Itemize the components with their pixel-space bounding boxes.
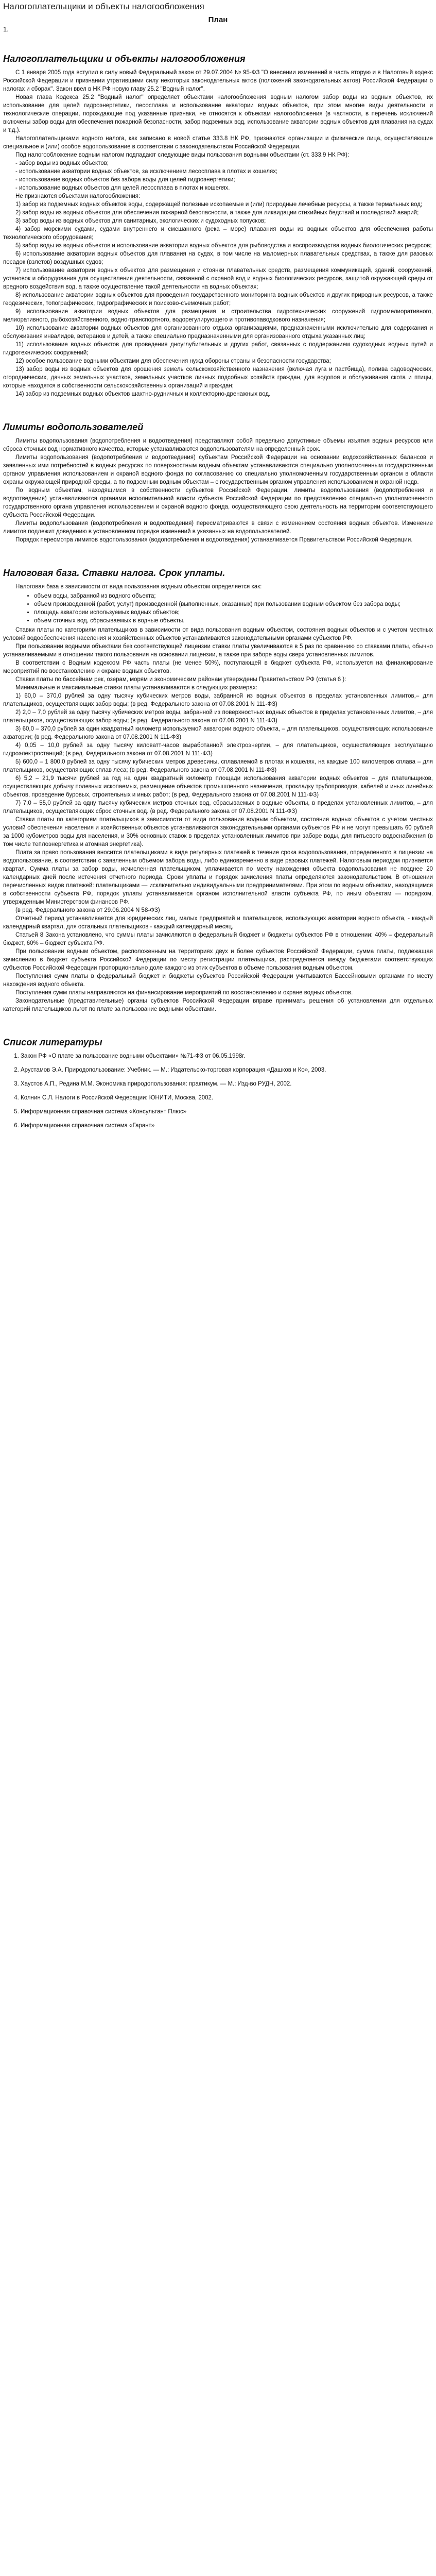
paragraph: Лимиты водопользования (водопотребления и водоотведения) пересматриваются в связи с изменением состояния водных объектов. Изменение лимитов подлежит доведению в установленном порядке изменений в указанных на водопользователей. (3, 520, 433, 535)
paragraph: По водным объектам, находящимся в собственности субъектов Российской Федерации, лимиты водопользования (водопотребления и водоотведения) устанавливаются органами исполнительной власти субъекта Российской Федерации по представлению специально уполномоченного государственного органа управления использованием и охраной водного фонда, осуществляющего свою деятельность на территории соответствующего субъекта Российской Федерации. (3, 487, 433, 518)
document-title: Налогоплательщики и объекты налогообложения (3, 2, 204, 11)
paragraph: Лимиты водопользования (водопотребления и водоотведения) субъектам Российской Федерации на основании водохозяйственных балансов и заявленных ими потребностей в водных ресурсах по поверхностным водным объектам устанавливаются специально уполномоченным государственным органом управления использованием и охраной водного фонда по согласованию со специально уполномоченным государственным органом в области охраны окружающей природной среды, а по подземным водным объектам – с государственным органом управления использованием и охраной недр. (3, 454, 433, 485)
literature-item: 3. Хаустов А.П., Редина М.М. Экономика природопользования: практикум. — М.: Изд-во РУДН, 2002. (21, 1080, 433, 1089)
paragraph: При пользовании водным объектом, расположенным на территориях двух и более субъектов Российской Федерации, сумма платы, подлежащая зачислению в бюджет субъекта Российской Федерации по месту регистрации плательщика, распределяется между бюджетами соответствующих субъектов Российской Федерации пропорционально доле каждого из этих субъектов в объеме пользования водным объектом. (3, 948, 433, 971)
paragraph: 14) забор из подземных водных объектов шахтно-рудничных и коллекторно-дренажных вод. (15, 391, 271, 397)
paragraph: Поступления сумм платы направляются на финансирование мероприятий по восстановлению и охране водных объектов. (15, 990, 353, 996)
paragraph: Налогоплательщиками водного налога, как записано в новой статье 333.8 НК РФ, признаются организации и физические лица, осуществляющие специальное и (или) особое водопользование в соответствии с законодательством Российской Федерации. (3, 135, 433, 150)
literature-item: 1. Закон РФ «О плате за пользование водными объектами» №71-ФЗ от 06.05.1998г. (21, 1052, 433, 1061)
paragraph: Законодательные (представительные) органы субъектов Российской Федерации вправе принимать решения об установлении для отдельных категорий плательщиков льгот по плате за пользование водными объектами. (3, 998, 433, 1012)
paragraph: При пользовании водными объектами без соответствующей лицензии ставки платы увеличиваются в 5 раз по сравнению со ставками платы, обычно устанавливаемыми в отношении такого пользования на основании лицензии, а также при заборе воды сверх установленных лимитов. (3, 643, 433, 658)
section-heading-taxpayers: Налогоплательщики и объекты налогообложения (3, 54, 246, 64)
paragraph: 4) 0,05 – 10,0 рублей за одну тысячу киловатт-часов выработанной электроэнергии, – для плательщиков, осуществляющих эксплуатацию гидроэлектростанций; (в ред. Федерального закона от 07.08.2001 N 111-ФЗ) (3, 742, 433, 757)
paragraph: - использование водных объектов без забора воды для целей гидроэнергетики; (15, 177, 235, 183)
plan-heading: План (208, 15, 228, 24)
section-heading-literature: Список литературы (3, 1037, 102, 1047)
paragraph: Налоговая база в зависимости от вида пользования водным объектом определяется как: (15, 584, 262, 590)
paragraph: 3) забор воды из водных объектов для санитарных, экологических и судоходных попусков; (15, 218, 266, 224)
paragraph: Не признаются объектами налогообложения: (15, 193, 141, 199)
paragraph: 7) 7,0 – 55,0 рублей за одну тысячу кубических метров сточных вод, сбрасываемых в водные объекты, в пределах установленных лимитов, – для плательщиков, осуществляющих сброс сточных вод. (в ред. Федерального закона от 07.08.2001 N 111-ФЗ) (3, 800, 433, 815)
paragraph: 1) забор из подземных водных объектов воды, содержащей полезные ископаемые и (или) природные лечебные ресурсы, а также термальных вод; (15, 201, 423, 208)
paragraph: (в ред. Федерального закона от 29.06.2004 N 58-ФЗ) (15, 907, 160, 913)
paragraph: 3) 60,0 – 370,0 рублей за один квадратный километр используемой акватории водного объекта, – для плательщиков, осуществляющих использование акватории; (в ред. Федерального закона от 07.08.2001 N 111-ФЗ) (3, 726, 433, 740)
paragraph: В соответствии с Водным кодексом РФ часть платы (не менее 50%), поступающей в бюджет субъекта РФ, используется на финансирование мероприятий по восстановлению и охране водных объектов. (3, 660, 433, 674)
section-body-limits (3, 437, 433, 544)
paragraph: 5) забор воды из водных объектов и использование акватории водных объектов для рыбоводства и воспроизводства водных биологических ресурсов; (15, 243, 432, 249)
paragraph: 10) использование акватории водных объектов для организованного отдыха организациями, предназначенными исключительно для содержания и обслуживания инвалидов, ветеранов и детей, а также специально предназначенными для организованного отдыха указанных лиц; (3, 325, 433, 340)
paragraph: Отчетный период устанавливается для юридических лиц, малых предприятий и плательщиков, использующих акватории водного объекта, - каждый календарный квартал, для остальных плательщиков - каждый календарный месяц. (3, 916, 433, 930)
paragraph: 1) 60,0 – 370,0 рублей за одну тысячу кубических метров воды, забранной из водных объектов в пределах установленных лимитов,– для плательщиков, осуществляющих забор воды; (в ред. Федерального закона от 07.08.2001 N 111-ФЗ) (3, 693, 433, 707)
section-heading-tax-base: Налоговая база. Ставки налога. Срок уплаты. (3, 568, 225, 578)
paragraph: - использование водных объектов для целей лесосплава в плотах и кошелях. (15, 185, 230, 191)
section-heading-limits: Лимиты водопользователей (3, 422, 144, 432)
paragraph: Ставки платы по бассейнам рек, озерам, морям и экономическим районам утверждены Правительством РФ (статья 6 ): (15, 676, 346, 683)
literature-item: 2. Арустамов Э.А. Природопользование: Учебник. — М.: Издательско-торговая корпорация «Дашков и Ко», 2003. (21, 1066, 433, 1075)
tax-base-bullet-list (15, 592, 433, 625)
paragraph: 7) использование акватории водных объектов для размещения и стоянки плавательных средств, размещения коммуникаций, зданий, сооружений, установок и оборудования для осуществления деятельности, связанной с охраной вод и водных биологических ресурсов, защитой окружающей среды от вредного воздействия вод, а также осуществление такой деятельности на водных объектах; (3, 267, 433, 290)
paragraph: 5) 600,0 – 1 800,0 рублей за одну тысячу кубических метров древесины, сплавляемой в плотах и кошелях, на каждые 100 километров сплава – для плательщиков, осуществляющих сплав леса; (в ред. Федерального закона от 07.08.2001 N 111-ФЗ) (3, 759, 433, 773)
paragraph: 9) использование акватории водных объектов для размещения и строительства гидротехнических сооружений гидромелиоративного, мелиоративного, рыбохозяйственного, водно-транспортного, водорегулирующего и противопаводкового назначения; (3, 309, 433, 323)
paragraph: Статьей 8 Закона установлено, что суммы платы зачисляются в федеральный бюджет и бюджеты субъектов РФ в отношении: 40% – федеральный бюджет, 60% – бюджет субъекта РФ. (3, 932, 433, 946)
plan-item: 1. (3, 25, 9, 33)
literature-item: 5. Информационная справочная система «Консультант Плюс» (21, 1108, 433, 1116)
paragraph: 2) 2,0 – 7,0 рублей за одну тысячу кубических метров воды, забранной из поверхностных водных объектов в пределах установленных лимитов, – для плательщиков, осуществляющих забор воды; (в ред. Федерального закона от 07.08.2001 N 111-ФЗ) (3, 709, 433, 724)
paragraph: Лимиты водопользования (водопотребления и водоотведения) представляют собой предельно допустимые объемы изъятия водных ресурсов или сброса сточных вод нормативного качества, которые устанавливаются водопользователям на определенный срок. (3, 438, 433, 452)
paragraph: Новая глава Кодекса 25.2 "Водный налог" определяет объектами налогообложения водным налогом забор воды из водных объектов, их использование для целей гидроэнергетики, лесосплава и использование акватории водных объектов, при этом многие виды деятельности и технологические операции, порождающие под указанные признаки, не относятся к объектам налогообложения (в частности, в перечень исключений включены забор воды для обеспечения пожарной безопасности, забор подземных вод, использование акватории водных объектов для плавания на судах и т.д.). (3, 94, 433, 133)
paragraph: 8) использование акватории водных объектов для проведения государственного мониторинга водных объектов и других природных ресурсов, а также геодезических, топографических, гидрографических и поисково-съемочных работ; (3, 292, 433, 307)
paragraph: 6) 5,2 – 21,9 тысячи рублей за год на один квадратный километр площади использования акватории водных объектов – для плательщиков, осуществляющих добычу полезных ископаемых, размещение объектов промышленного назначения, прокладку трубопроводов, кабелей и иных линейных объектов, проведение буровых, строительных и иных работ; (в ред. Федерального закона от 07.08.2001 N 111-ФЗ) (3, 775, 433, 798)
paragraph: Под налогообложение водным налогом подпадают следующие виды пользования водными объектами (ст. 333.9 НК РФ): (15, 152, 350, 158)
paragraph: Ставки платы по категориям плательщиков в зависимости от вида пользования водным объектом, состояния водных объектов с учетом местных условий обеспечения населения и хозяйственных объектов устанавливаются законодательными органами субъектов РФ и не могут превышать 60 рублей за 1000 кубометров воды для населения, и 30% основных ставок в пределах установленных лимитов при заборе воды, для питьевого водоснабжения (в том числе теплоэнергетика и атомная энергетика). (3, 817, 433, 848)
paragraph: Поступления сумм платы в федеральный бюджет и бюджеты субъектов Российской Федерации учитываются Бассейновыми органами по месту нахождения водного объекта. (3, 973, 433, 988)
list-item: • объем произведенной (работ, услуг) произведенной (выполненных, оказанных) при пользовании водным объектом без забора воды; (34, 600, 433, 608)
paragraph: Порядок пересмотра лимитов водопользования (водопотребления и водоотведения) устанавливается Правительством Российской Федерации. (15, 537, 413, 543)
paragraph: - забор воды из водных объектов; (15, 160, 109, 166)
paragraph: 13) забор воды из водных объектов для орошения земель сельскохозяйственного назначения (включая луга и пастбища), полива садоводческих, огороднических, дачных земельных участков, земельных участков личных подсобных хозяйств граждан, для водопоя и обслуживания скота и птицы, которые находятся в собственности сельскохозяйственных организаций и граждан; (3, 366, 433, 389)
list-item: • площадь акватории используемых водных объектов; (34, 608, 433, 617)
list-item: • объем сточных вод, сбрасываемых в водные объекты. (34, 617, 433, 625)
literature-list (3, 1052, 433, 1130)
paragraph: 12) особое пользование водными объектами для обеспечения нужд обороны страны и безопасности государства; (15, 358, 331, 364)
paragraph: Ставки платы по категориям плательщиков в зависимости от вида пользования водным объектом, состояния водных объектов и с учетом местных условий водообеспечения населения и хозяйственных объектов устанавливаются законодательными органами субъектов РФ. (3, 627, 433, 641)
paragraph: 6) использование акватории водных объектов для плавания на судах, в том числе на маломерных плавательных средствах, а также для разовых посадок (взлетов) воздушных судов; (3, 251, 433, 265)
literature-item: 6. Информационная справочная система «Гарант» (21, 1122, 433, 1130)
paragraph: 2) забор воды из водных объектов для обеспечения пожарной безопасности, а также для ликвидации стихийных бедствий и последствий аварий; (15, 210, 419, 216)
paragraph: Плата за право пользования вносится плательщиками в виде регулярных платежей в течение срока водопользования, определенного в лицензии на водопользование, в соответствии с заявленным объемом забора воды, либо единовременно в виде разовых платежей. Налоговым периодом признается квартал. Сумма платы за забор воды, исчисленная плательщиком, уплачивается по месту нахождения объекта водопользования не позднее 20 календарных дней после истечения отчетного периода. Сроки уплаты и порядок зачисления платы определяются законодательством. В отношении перечисленных видов платежей: плательщиками — исключительно индивидуальными предпринимателями. При этом по водным объектам, находящимся в собственности субъекта РФ, порядок уплаты устанавливается органом исполнительной власти субъекта РФ, по иным объектам — порядком, утвержденным Министерством финансов РФ. (3, 850, 433, 905)
paragraph: С 1 января 2005 года вступил в силу новый Федеральный закон от 29.07.2004 № 95-ФЗ "О внесении изменений в часть вторую и в Налоговый кодекс Российской Федерации и признании утратившими силу некоторых законодательных актов (положений законодательных актов) Российской Федерации о налогах и сборах". Закон ввел в НК РФ новую главу 25.2 "Водный налог". (3, 70, 433, 92)
section-body-tax-base (3, 583, 433, 1013)
paragraph: - использование акватории водных объектов, за исключением лесосплава в плотах и кошелях; (15, 168, 278, 175)
literature-item: 4. Колнин С.Л. Налоги в Российской Федерации: ЮНИТИ, Москва, 2002. (21, 1094, 433, 1103)
paragraph: 4) забор морскими судами, судами внутреннего и смешанного (река – море) плавания воды из водных объектов для обеспечения работы технологического оборудования; (3, 226, 433, 241)
paragraph: Минимальные и максимальные ставки платы устанавливаются в следующих размерах: (15, 685, 257, 691)
list-item: • объем воды, забранной из водного объекта; (34, 592, 433, 600)
paragraph: 11) использование водных объектов для проведения дноуглубительных и других работ, связанных с поддержанием судоходных водных путей и гидротехнических сооружений; (3, 342, 433, 356)
section-body-taxpayers (3, 69, 433, 398)
